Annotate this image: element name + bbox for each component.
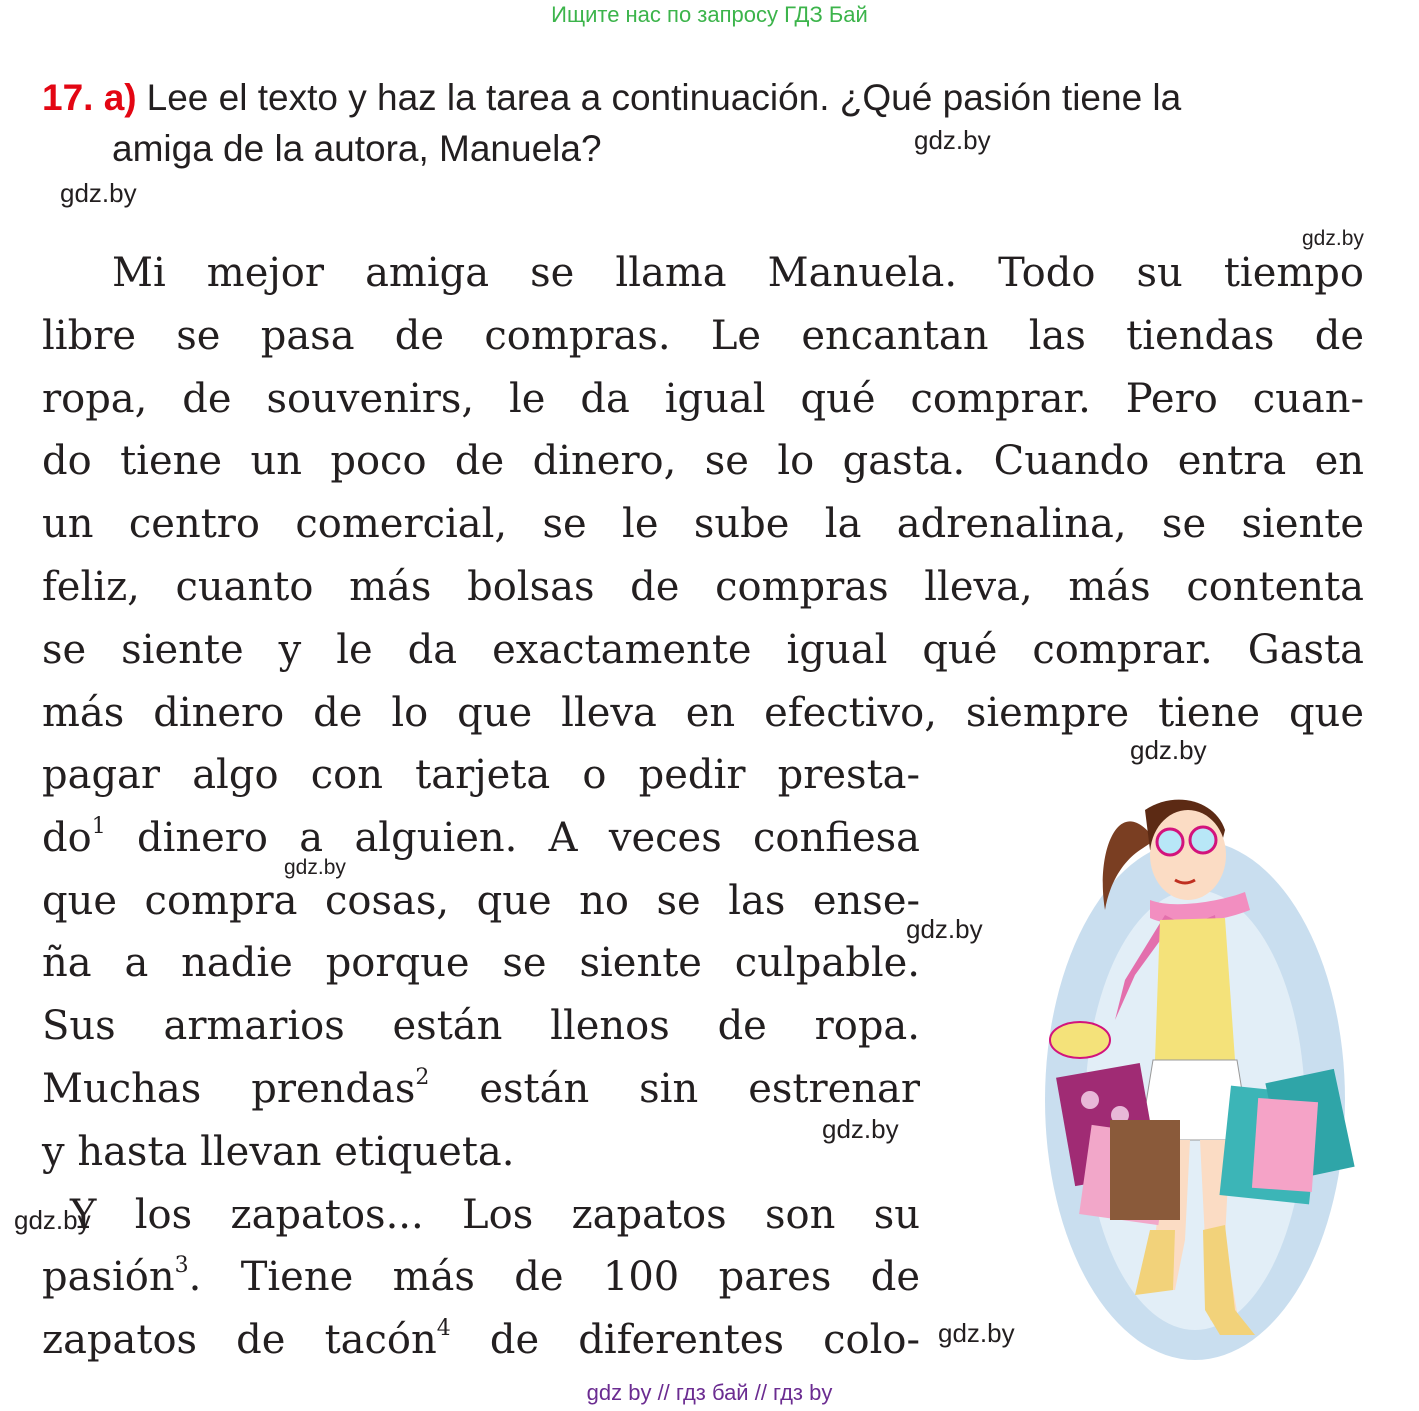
text-line: ña a nadie porque se siente culpable. [42, 940, 920, 987]
watermark: gdz.by [1302, 227, 1364, 250]
text-line: más dinero de lo que lleva en efectivo, siempre tiene que [42, 689, 1364, 736]
text-line: $do^1$ dinero a alguien. A veces confiesa [42, 813, 920, 861]
task-number: 17. [42, 77, 94, 118]
shopping-girl-illustration [1025, 770, 1385, 1360]
text-line: que compra cosas, que no se las ense- [42, 877, 920, 924]
footer-watermark: gdz by // гдз бай // гдз by [586, 1380, 833, 1405]
footnote-marker: 3 [174, 1253, 189, 1279]
task-line-1 [42, 72, 1382, 123]
task-part: a) [103, 77, 137, 118]
task-text-1: Lee el texto y haz la tarea a continuación. ¿Qué pasión tiene la [146, 77, 1182, 118]
text-line: Muchas prendas$^2$ están sin estrenar [42, 1064, 920, 1112]
watermark: gdz.by [822, 1114, 899, 1144]
search-banner: Ищите нас по запросу ГДЗ Бай [551, 2, 868, 27]
text-line: pasión$^3$. Tiene más de 100 pares de [42, 1253, 920, 1301]
task-heading [42, 72, 1382, 174]
footnote-marker: 1 [91, 813, 106, 839]
text-line: y hasta llevan etiqueta. [42, 1128, 515, 1175]
footnote-marker: 2 [415, 1064, 430, 1090]
watermark: gdz.by [284, 856, 346, 879]
text-line: Mi mejor amiga se llama Manuela. Todo su tiempo [112, 250, 1364, 296]
watermark: gdz.by [914, 125, 991, 155]
text-line: pagar algo con tarjeta o pedir presta- [42, 752, 920, 798]
text-line: Sus armarios están llenos de ropa. [42, 1003, 920, 1050]
text-line: un centro comercial, se le sube la adrenalina, se siente [42, 501, 1364, 548]
watermark: gdz.by [60, 178, 137, 208]
footnote-marker: 4 [436, 1316, 451, 1342]
watermark: gdz.by [906, 914, 983, 944]
watermark: gdz.by [938, 1318, 1015, 1348]
text-line: se siente y le da exactamente igual qué comprar. Gasta [42, 626, 1364, 673]
reading-text-wide [42, 242, 1364, 744]
text-line: ropa, de souvenirs, le da igual qué comprar. Pero cuan- [42, 375, 1364, 422]
text-line: libre se pasa de compras. Le encantan las tiendas de [42, 312, 1364, 359]
watermark: gdz.by [1130, 735, 1207, 765]
reading-text-narrow [42, 744, 920, 1372]
text-line: zapatos de tacón$^4$ de diferentes colo- [42, 1316, 921, 1364]
text-line: Y los zapatos... Los zapatos son su [70, 1191, 920, 1238]
text-line: do tiene un poco de dinero, se lo gasta. Cuando entra en [42, 438, 1364, 485]
task-line-2: amiga de la autora, Manuela? [112, 128, 602, 169]
text-line: feliz, cuanto más bolsas de compras lleva, más contenta [42, 563, 1364, 610]
watermark: gdz.by [14, 1205, 91, 1235]
